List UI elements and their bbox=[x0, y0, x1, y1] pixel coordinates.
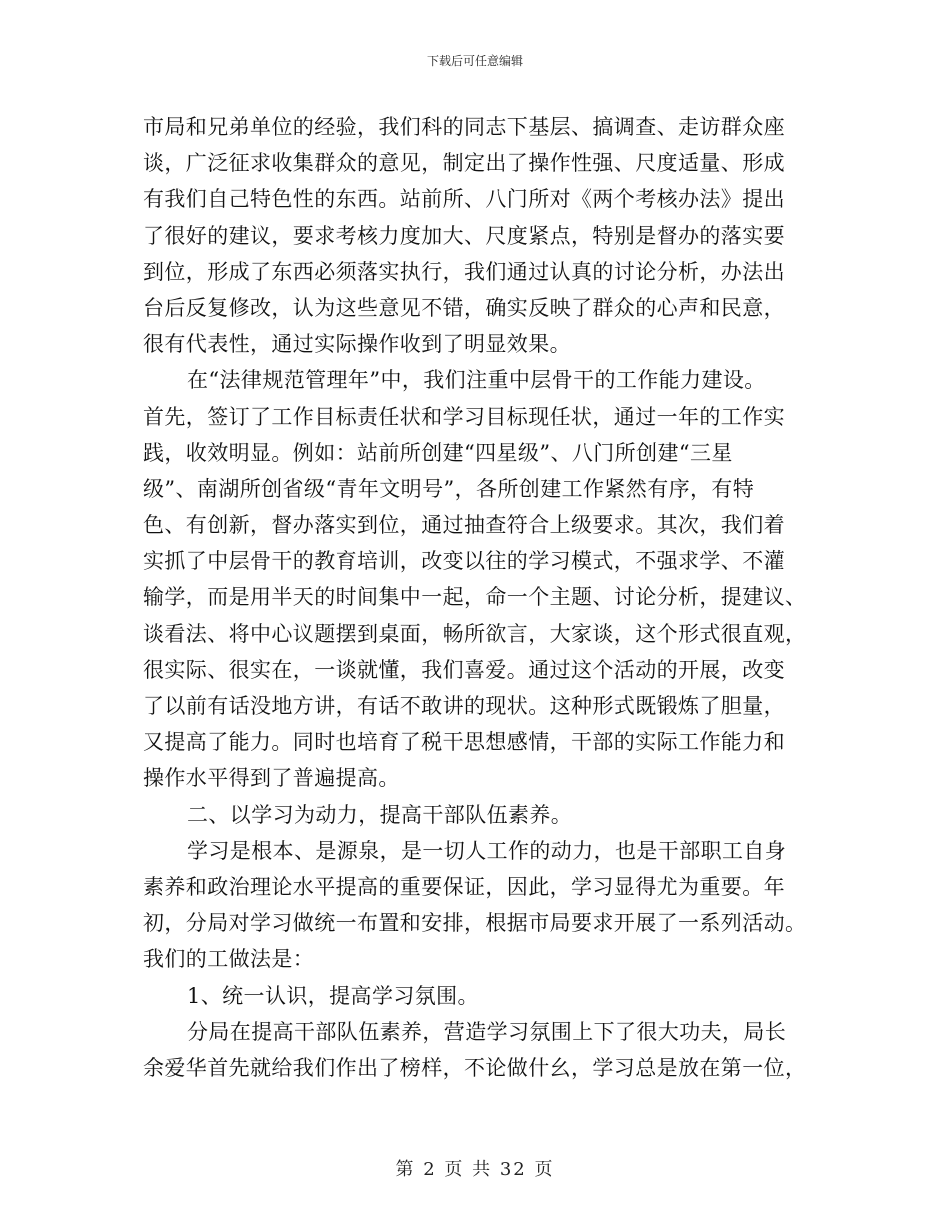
text-line: 操作水平得到了普遍提高。 bbox=[143, 766, 400, 791]
paragraph-start-line: 在“法律规范管理年”中，我们注重中层骨干的工作能力建设。 bbox=[187, 368, 766, 393]
text-line: 践，收效明显。例如：站前所创建“四星级”、八门所创建“三星 bbox=[143, 440, 733, 465]
text-line: 了以前有话没地方讲，有话不敢讲的现状。这种形式既锻炼了胆量， bbox=[143, 694, 785, 718]
text-line: 市局和兄弟单位的经验，我们科的同志下基层、搞调查、走访群众座 bbox=[143, 115, 785, 139]
page-number-footer: 第 2 页 共 32 页 bbox=[395, 1159, 555, 1180]
body-text bbox=[143, 109, 811, 1086]
text-line: 级”、南湖所创省级“青年文明号”，各所创建工作紧然有序，有特 bbox=[143, 476, 755, 501]
text-line: 实抓了中层骨干的教育培训，改变以往的学习模式，不强求学、不灌 bbox=[143, 549, 785, 574]
text-line: 又提高了能力。同时也培育了税干思想感情，干部的实际工作能力和 bbox=[143, 730, 785, 755]
text-line: 色、有创新，督办落实到位，通过抽查符合上级要求。其次，我们着 bbox=[143, 513, 785, 538]
text-line: 输学，而是用半天的时间集中一起，命一个主题、讨论分析，提建议、 bbox=[143, 585, 807, 610]
text-line: 素养和政治理论水平提高的重要保证，因此，学习显得尤为重要。年 bbox=[143, 874, 785, 899]
text-line: 首先，签订了工作目标责任状和学习目标现任状，通过一年的工作实 bbox=[143, 404, 785, 429]
paragraph-start-line: 分局在提高干部队伍素养，营造学习氛围上下了很大功夫，局长 bbox=[187, 1019, 787, 1044]
section-heading: 二、以学习为动力，提高干部队伍素养。 bbox=[187, 802, 573, 827]
text-line: 余爱华首先就给我们作出了榜样，不论做什幺，学习总是放在第一位， bbox=[143, 1055, 807, 1080]
text-line: 很有代表性，通过实际操作收到了明显效果。 bbox=[143, 332, 571, 357]
text-line: 了很好的建议，要求考核力度加大、尺度紧点，特别是督办的落实要 bbox=[143, 223, 785, 248]
text-line: 有我们自己特色性的东西。站前所、八门所对《两个考核办法》提出 bbox=[143, 187, 785, 212]
text-line: 谈，广泛征求收集群众的意见，制定出了操作性强、尺度适量、形成 bbox=[143, 151, 785, 176]
text-line: 初，分局对学习做统一布置和安排，根据市局要求开展了一系列活动。 bbox=[143, 911, 807, 936]
text-line: 台后反复修改，认为这些意见不错，确实反映了群众的心声和民意， bbox=[143, 295, 785, 320]
text-line: 谈看法、将中心议题摆到桌面，畅所欲言，大家谈，这个形式很直观， bbox=[143, 621, 807, 646]
text-line: 很实际、很实在，一谈就懂，我们喜爱。通过这个活动的开展，改变 bbox=[143, 657, 785, 682]
text-line: 到位，形成了东西必须落实执行，我们通过认真的讨论分析，办法出 bbox=[143, 259, 785, 284]
subsection-heading: 1、统一认识，提高学习氛围。 bbox=[187, 983, 479, 1008]
page-header: 下载后可任意编辑 bbox=[426, 54, 523, 68]
paragraph-start-line: 学习是根本、是源泉，是一切人工作的动力，也是干部职工自身 bbox=[187, 838, 787, 863]
text-line: 我们的工做法是： bbox=[143, 947, 315, 972]
